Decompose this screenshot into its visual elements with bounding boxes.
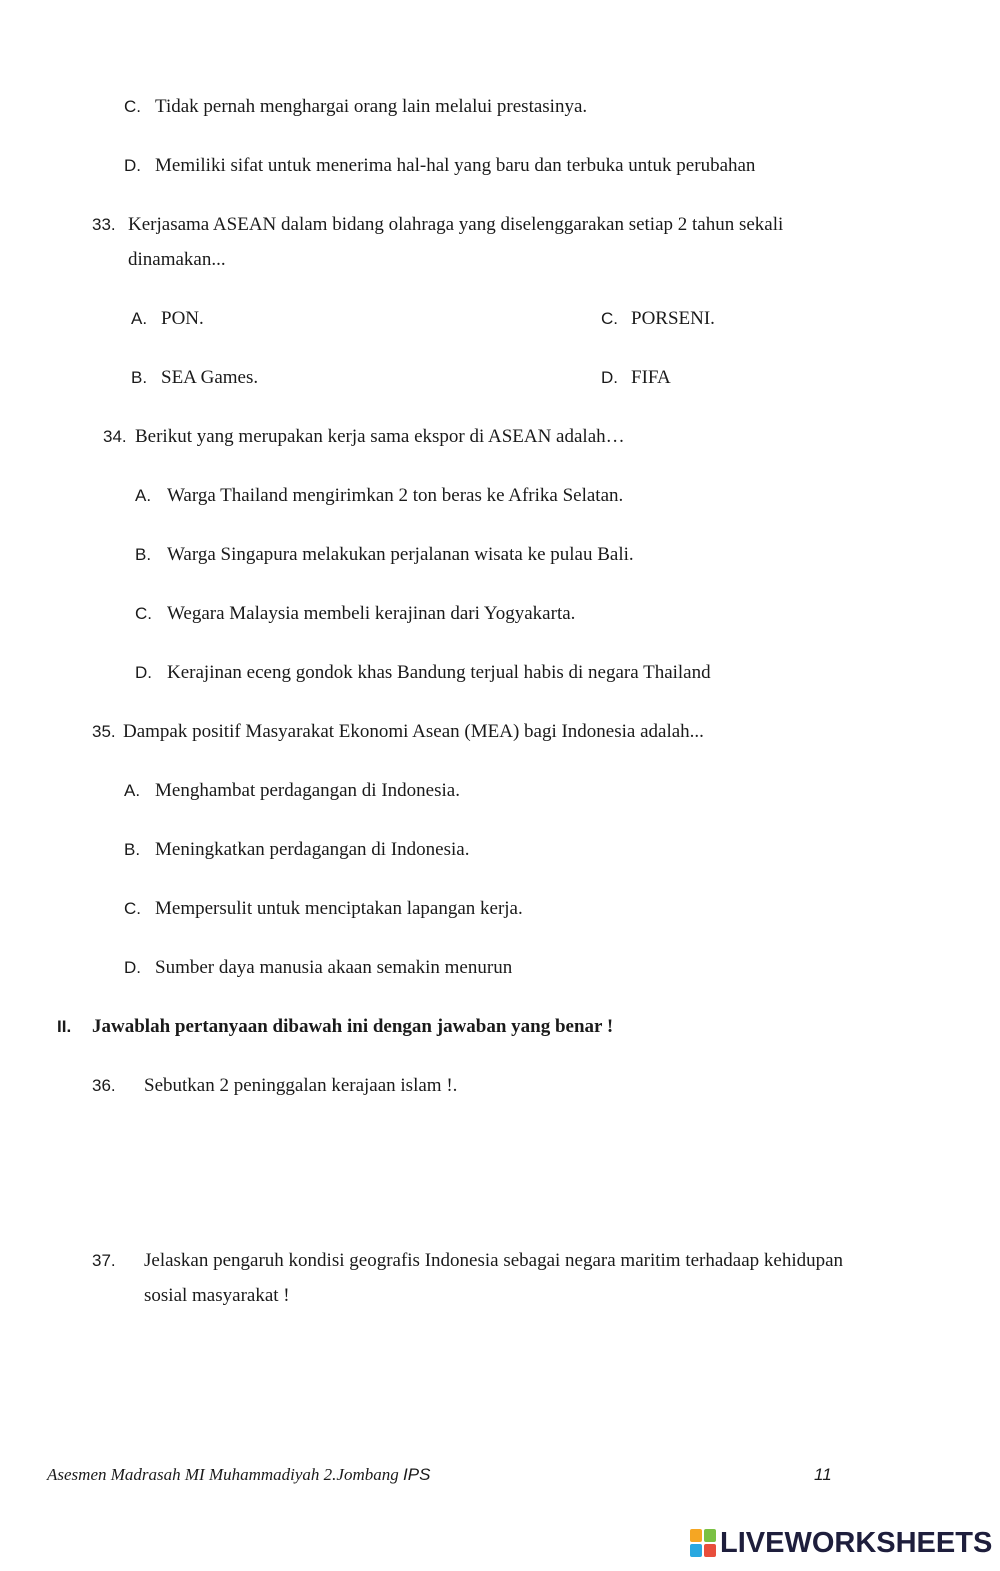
q35-option-c-label: C. xyxy=(124,899,141,918)
q33-option-c-label: C. xyxy=(601,309,618,328)
logo-square-3 xyxy=(690,1544,702,1557)
q36-number: 36. xyxy=(92,1076,116,1095)
q35-option-b-label: B. xyxy=(124,840,141,859)
q34-option-b-text: Warga Singapura melakukan perjalanan wisata ke pulau Bali. xyxy=(167,544,634,565)
q34-number: 34. xyxy=(103,427,127,446)
q35-option-a-text: Menghambat perdagangan di Indonesia. xyxy=(155,780,460,801)
liveworksheets-logo xyxy=(690,1527,992,1559)
liveworksheets-logo-text: LIVEWORKSHEETS xyxy=(720,1526,993,1559)
q35-option-b-text: Meningkatkan perdagangan di Indonesia. xyxy=(155,839,470,860)
footer-subject: IPS xyxy=(403,1465,431,1484)
q34-option-a-label: A. xyxy=(135,486,152,505)
q33-number: 33. xyxy=(92,215,116,234)
q34-option-a-text: Warga Thailand mengirimkan 2 ton beras ke Afrika Selatan. xyxy=(167,485,624,506)
footer-school-name: Asesmen Madrasah MI Muhammadiyah 2.Jombang xyxy=(47,1465,404,1484)
q34-text: Berikut yang merupakan kerja sama ekspor di ASEAN adalah… xyxy=(135,426,625,447)
q37-text-line2: sosial masyarakat ! xyxy=(144,1285,290,1306)
q33-text-line2: dinamakan... xyxy=(128,249,226,270)
q32-option-c-label: C. xyxy=(124,97,141,116)
q35-option-d-text: Sumber daya manusia akaan semakin menurun xyxy=(155,957,513,978)
q34-option-c-text: Wegara Malaysia membeli kerajinan dari Yogyakarta. xyxy=(167,603,576,624)
q33-option-b-label: B. xyxy=(131,368,148,387)
q33-option-c-text: PORSENI. xyxy=(631,308,715,329)
logo-square-1 xyxy=(690,1529,702,1542)
footer-school xyxy=(47,1465,430,1485)
q35-number: 35. xyxy=(92,722,116,741)
q35-option-d-label: D. xyxy=(124,958,141,977)
q34-option-d-text: Kerajinan eceng gondok khas Bandung terjual habis di negara Thailand xyxy=(167,662,711,683)
q37-number: 37. xyxy=(92,1251,116,1270)
q35-option-a-label: A. xyxy=(124,781,141,800)
q35-text: Dampak positif Masyarakat Ekonomi Asean (MEA) bagi Indonesia adalah... xyxy=(123,721,704,742)
q33-option-b-text: SEA Games. xyxy=(161,367,259,388)
q37-text-line1: Jelaskan pengaruh kondisi geografis Indonesia sebagai negara maritim terhadaap kehidupan xyxy=(144,1250,844,1271)
q33-option-d-label: D. xyxy=(601,368,618,387)
q34-option-c-label: C. xyxy=(135,604,152,623)
q35-option-c-text: Mempersulit untuk menciptakan lapangan kerja. xyxy=(155,898,523,919)
q32-option-c-text: Tidak pernah menghargai orang lain melalui prestasinya. xyxy=(155,96,588,117)
logo-square-4 xyxy=(704,1544,716,1557)
section-2-roman: II. xyxy=(57,1017,72,1036)
liveworksheets-logo-icon xyxy=(690,1529,716,1557)
q32-option-d-text: Memiliki sifat untuk menerima hal-hal yang baru dan terbuka untuk perubahan xyxy=(155,155,756,176)
section-2-title: Jawablah pertanyaan dibawah ini dengan jawaban yang benar ! xyxy=(92,1016,614,1037)
q36-text: Sebutkan 2 peninggalan kerajaan islam !. xyxy=(144,1075,458,1096)
q33-option-a-label: A. xyxy=(131,309,148,328)
q34-option-d-label: D. xyxy=(135,663,152,682)
q34-option-b-label: B. xyxy=(135,545,152,564)
footer-page-number: 11 xyxy=(814,1465,832,1484)
q33-option-d-text: FIFA xyxy=(631,367,671,388)
logo-square-2 xyxy=(704,1529,716,1542)
q33-option-a-text: PON. xyxy=(161,308,204,329)
q32-option-d-label: D. xyxy=(124,156,141,175)
q33-text-line1: Kerjasama ASEAN dalam bidang olahraga yang diselenggarakan setiap 2 tahun sekali xyxy=(128,214,784,235)
